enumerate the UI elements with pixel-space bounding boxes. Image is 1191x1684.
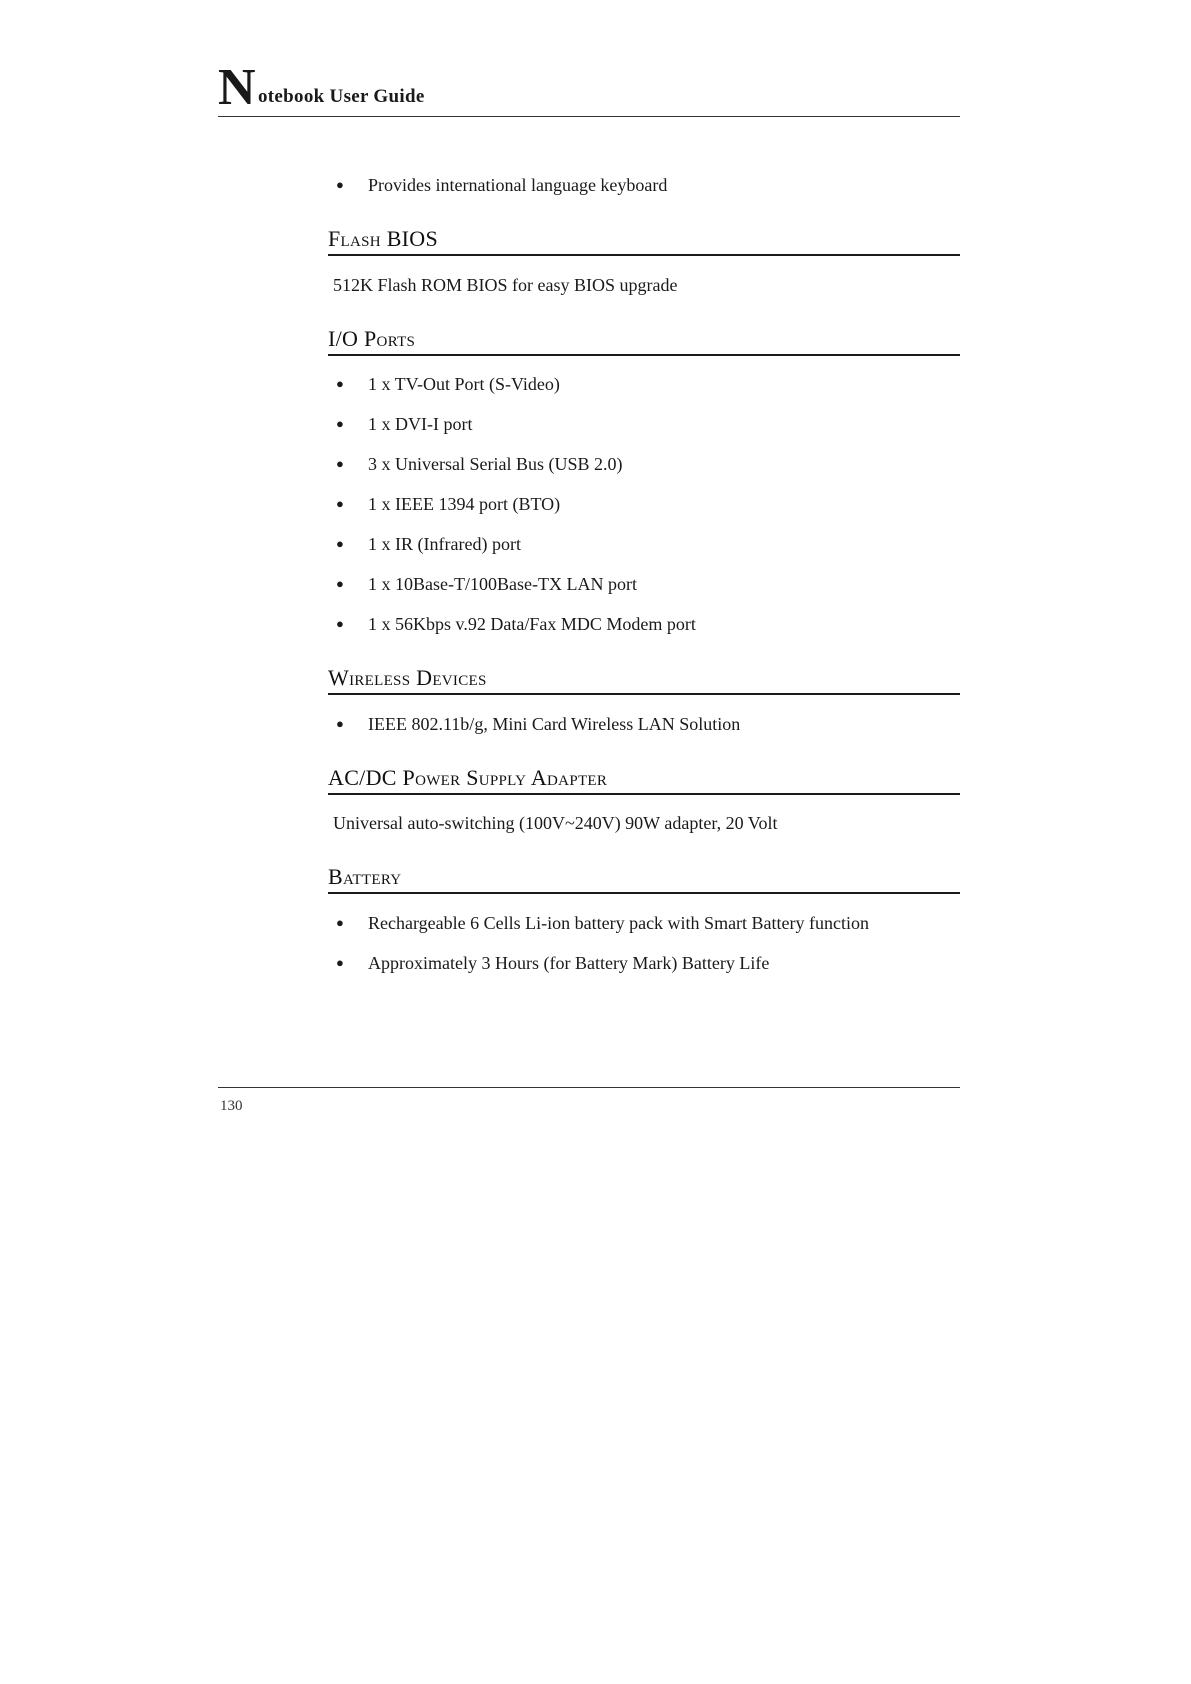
- running-header: [218, 60, 960, 117]
- bullet-icon: ●: [336, 456, 344, 471]
- list-item-text: Rechargeable 6 Cells Li-ion battery pack with Smart Battery function: [368, 913, 870, 933]
- section-heading-io-ports: I/O Ports: [328, 324, 960, 356]
- bullet-icon: ●: [336, 616, 344, 631]
- section-heading-power: AC/DC Power Supply Adapter: [328, 763, 960, 795]
- list-item-text: 1 x IR (Infrared) port: [368, 534, 521, 554]
- bullet-icon: ●: [336, 955, 344, 970]
- list-item-text: Approximately 3 Hours (for Battery Mark) Battery Life: [368, 953, 770, 973]
- list-item-text: 1 x DVI-I port: [368, 414, 473, 434]
- list-item-text: IEEE 802.11b/g, Mini Card Wireless LAN Solution: [368, 714, 741, 734]
- bullet-icon: ●: [336, 496, 344, 511]
- list-item-text: 1 x 56Kbps v.92 Data/Fax MDC Modem port: [368, 614, 696, 634]
- section-heading-battery: Battery: [328, 862, 960, 894]
- section-heading-wireless: Wireless Devices: [328, 663, 960, 695]
- list-item-text: 1 x 10Base-T/100Base-TX LAN port: [368, 574, 637, 594]
- list-item-text: 1 x IEEE 1394 port (BTO): [368, 494, 561, 514]
- header-title: otebook User Guide: [258, 86, 425, 107]
- page-number: 130: [220, 1098, 243, 1114]
- bullet-icon: ●: [336, 416, 344, 431]
- header-drop-cap: N: [218, 59, 256, 116]
- bullet-icon: ●: [336, 576, 344, 591]
- list-item-text: Provides international language keyboard: [368, 175, 668, 195]
- section-heading-flash-bios: Flash BIOS: [328, 224, 960, 256]
- list-item-text: 1 x TV-Out Port (S-Video): [368, 374, 560, 394]
- footer-divider: [218, 1087, 960, 1088]
- bullet-icon: ●: [336, 716, 344, 731]
- flash-bios-text: 512K Flash ROM BIOS for easy BIOS upgrade: [333, 275, 678, 295]
- list-item-text: 3 x Universal Serial Bus (USB 2.0): [368, 454, 623, 474]
- bullet-icon: ●: [336, 177, 344, 192]
- bullet-icon: ●: [336, 915, 344, 930]
- power-text: Universal auto-switching (100V~240V) 90W adapter, 20 Volt: [333, 813, 778, 833]
- bullet-icon: ●: [336, 536, 344, 551]
- bullet-icon: ●: [336, 376, 344, 391]
